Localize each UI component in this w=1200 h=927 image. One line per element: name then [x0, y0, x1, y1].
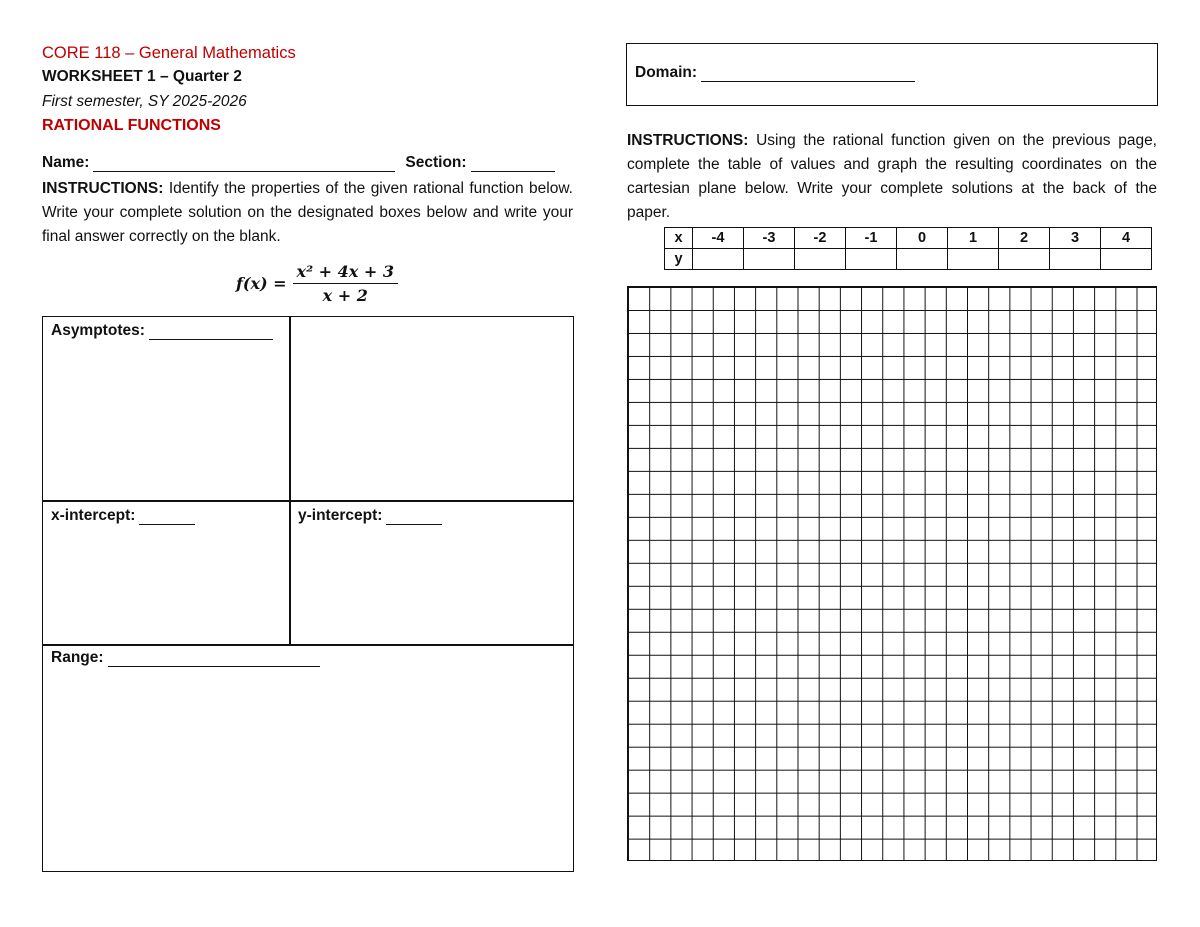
- y-value-cell[interactable]: [1050, 249, 1101, 270]
- horizontal-divider-1: [42, 500, 574, 502]
- y-value-cell[interactable]: [744, 249, 795, 270]
- x-value-cell: 0: [897, 228, 948, 249]
- semester-label: First semester, SY 2025-2026: [42, 93, 247, 110]
- range-field: [51, 649, 320, 667]
- horizontal-divider-2: [42, 644, 574, 646]
- y-value-cell[interactable]: [693, 249, 744, 270]
- x-intercept-label: x-intercept:: [51, 507, 136, 524]
- section-blank[interactable]: [471, 157, 555, 172]
- x-intercept-blank[interactable]: [139, 510, 195, 525]
- x-value-cell: -2: [795, 228, 846, 249]
- y-value-cell[interactable]: [1101, 249, 1152, 270]
- table-of-values: [664, 227, 1152, 270]
- x-value-cell: -1: [846, 228, 897, 249]
- right-instructions: [627, 129, 1157, 225]
- range-blank[interactable]: [108, 652, 320, 667]
- formula-numerator: x² + 4x + 3: [293, 262, 398, 284]
- name-label: Name:: [42, 154, 90, 171]
- formula-denominator: x + 2: [322, 286, 368, 305]
- range-label: Range:: [51, 649, 104, 666]
- formula-lhs: f(x) =: [236, 274, 287, 293]
- rational-function-formula: [236, 262, 398, 305]
- x-value-cell: 4: [1101, 228, 1152, 249]
- left-instructions-text: Identify the properties of the given rational function below. Write your complete solution on the designated boxes below and write your final answer correctly on the blank.: [42, 180, 573, 245]
- course-title: CORE 118 – General Mathematics: [42, 44, 296, 62]
- y-intercept-blank[interactable]: [386, 510, 442, 525]
- y-header: y: [665, 249, 693, 270]
- name-section-line: [42, 154, 573, 172]
- left-instructions-label: INSTRUCTIONS:: [42, 180, 164, 197]
- right-instructions-label: INSTRUCTIONS:: [627, 132, 749, 149]
- domain-label: Domain:: [635, 64, 697, 81]
- formula-fraction: [293, 262, 398, 305]
- asymptotes-field: [51, 322, 273, 340]
- x-header: x: [665, 228, 693, 249]
- y-value-cell[interactable]: [999, 249, 1050, 270]
- y-intercept-field: [298, 507, 442, 525]
- asymptotes-blank[interactable]: [149, 325, 273, 340]
- x-value-cell: -3: [744, 228, 795, 249]
- right-instructions-text: Using the rational function given on the previous page, complete the table of values and graph the resulting coordinates on the cartesian plane below. Write your complete solutions at the back of the paper.: [627, 132, 1157, 221]
- x-value-cell: 2: [999, 228, 1050, 249]
- name-blank[interactable]: [93, 157, 395, 172]
- left-instructions: [42, 177, 573, 249]
- x-value-cell: -4: [693, 228, 744, 249]
- cartesian-grid[interactable]: [627, 286, 1157, 861]
- y-row: [665, 249, 1152, 270]
- topic-title: RATIONAL FUNCTIONS: [42, 117, 221, 134]
- domain-field: [635, 64, 915, 82]
- worksheet-title: WORKSHEET 1 – Quarter 2: [42, 68, 242, 85]
- y-value-cell[interactable]: [846, 249, 897, 270]
- x-value-cell: 1: [948, 228, 999, 249]
- solution-area-top-right[interactable]: [290, 317, 573, 500]
- domain-blank[interactable]: [701, 67, 915, 82]
- x-value-cell: 3: [1050, 228, 1101, 249]
- x-row: [665, 228, 1152, 249]
- x-intercept-field: [51, 507, 195, 525]
- section-label: Section:: [405, 154, 467, 171]
- y-value-cell[interactable]: [795, 249, 846, 270]
- asymptotes-label: Asymptotes:: [51, 322, 145, 339]
- y-intercept-label: y-intercept:: [298, 507, 383, 524]
- y-value-cell[interactable]: [948, 249, 999, 270]
- y-value-cell[interactable]: [897, 249, 948, 270]
